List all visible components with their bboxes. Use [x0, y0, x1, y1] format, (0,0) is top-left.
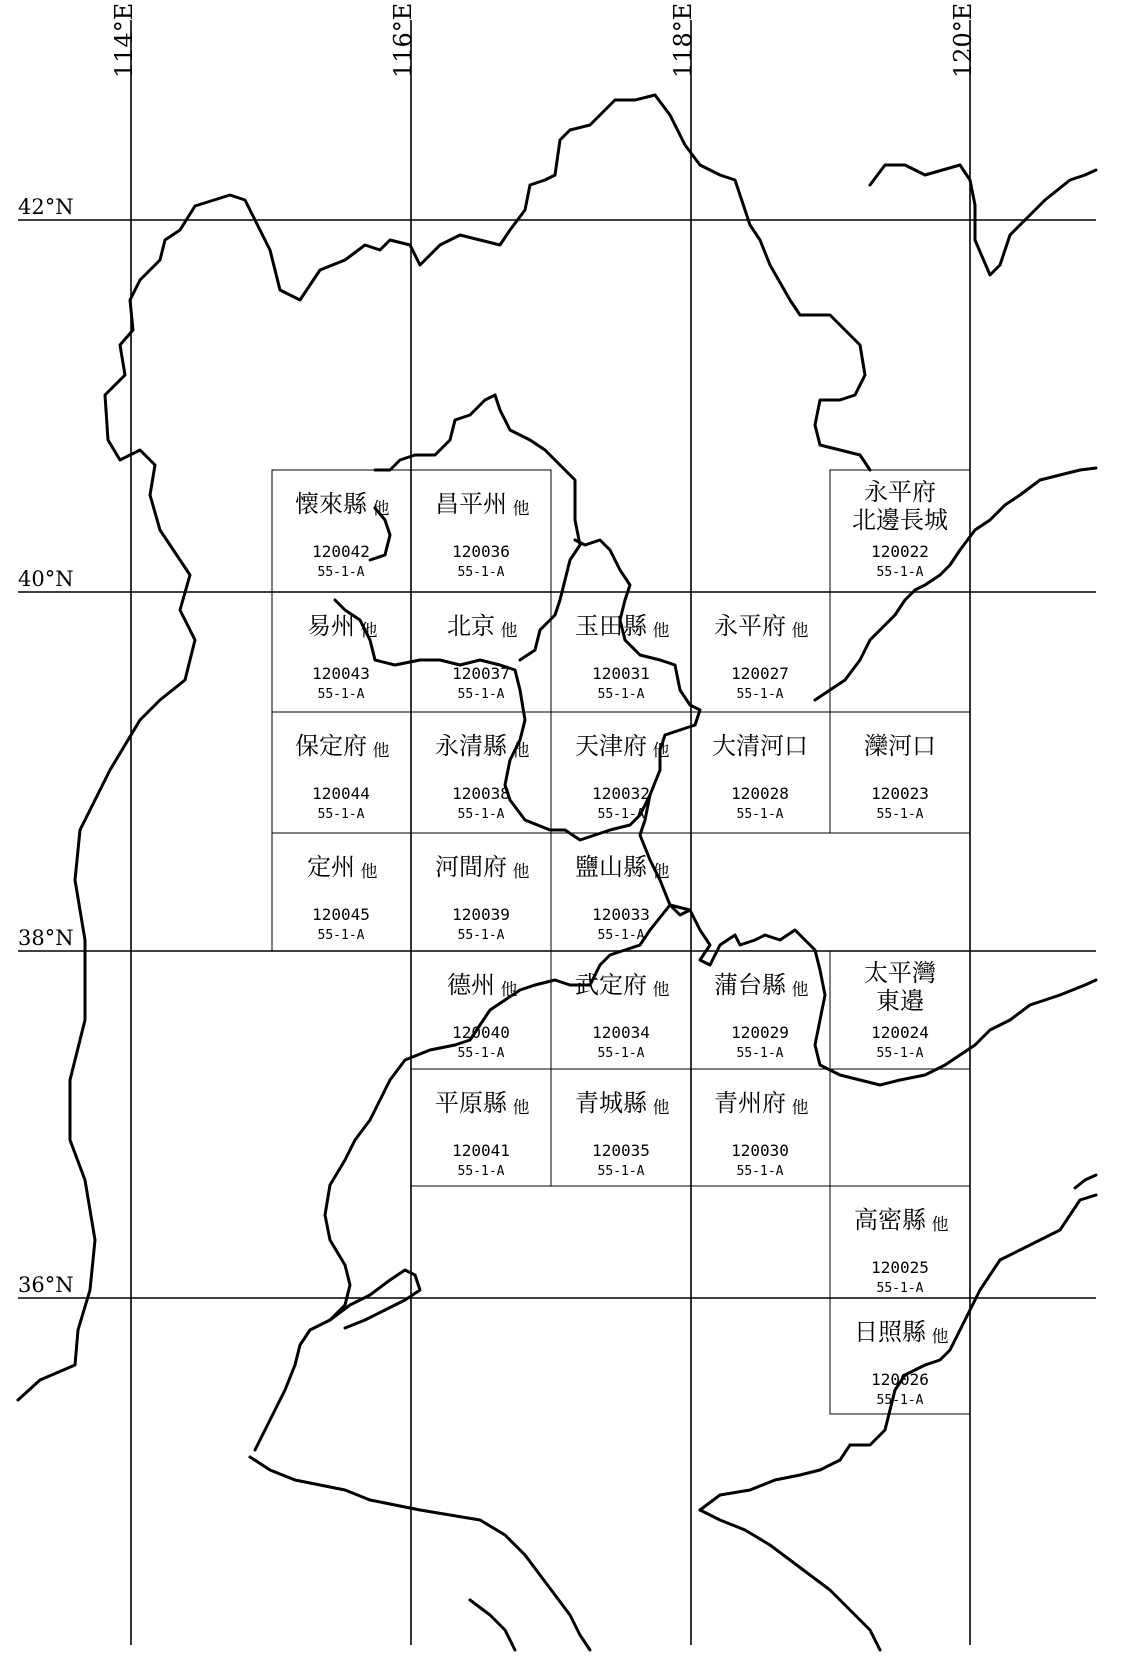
sheet-suffix: 他	[500, 980, 518, 1000]
sheet-name: 武定府	[575, 971, 647, 999]
sheet-suffix: 他	[791, 980, 809, 1000]
sheet-series: 55-1-A	[597, 687, 645, 702]
sheet-series: 55-1-A	[317, 687, 365, 702]
sheet-name: 河間府	[435, 853, 507, 881]
sheet-series: 55-1-A	[736, 807, 784, 822]
county-line-c	[640, 795, 690, 915]
sheet-label-120027	[714, 612, 809, 702]
sheet-suffix: 他	[791, 1098, 809, 1118]
sheet-suffix: 他	[360, 621, 378, 641]
lon-label-120e: 120°E	[949, 2, 977, 78]
sheet-code: 120044	[312, 784, 370, 803]
sheet-code: 120045	[312, 905, 370, 924]
sheet-name: 永平府	[714, 612, 786, 640]
sheet-series: 55-1-A	[457, 807, 505, 822]
sheet-suffix: 他	[652, 980, 670, 1000]
sheet-name: 永清縣	[435, 732, 507, 760]
sheet-series: 55-1-A	[736, 687, 784, 702]
sheet-code: 120038	[452, 784, 510, 803]
latitude-labels	[18, 195, 74, 1297]
sheet-series: 55-1-A	[457, 1164, 505, 1179]
sheet-label-120028	[712, 732, 808, 822]
sheet-code: 120030	[731, 1141, 789, 1160]
sheet-suffix: 他	[360, 862, 378, 882]
county-line-e	[255, 980, 590, 1450]
southern-boundary	[250, 1457, 590, 1650]
lat-label-40n: 40°N	[18, 567, 74, 591]
sheet-label-120044	[295, 732, 390, 822]
sheet-label-120035	[575, 1089, 670, 1179]
sheet-series: 55-1-A	[457, 687, 505, 702]
sheet-suffix: 他	[512, 499, 530, 519]
sheet-name-line2: 東邉	[876, 987, 924, 1015]
sheet-label-120033	[575, 853, 670, 943]
sheet-name: 青州府	[714, 1089, 786, 1117]
sheet-code: 120041	[452, 1141, 510, 1160]
sheet-label-120023	[864, 732, 936, 822]
sheet-labels	[295, 478, 949, 1408]
sheet-series: 55-1-A	[317, 928, 365, 943]
sheet-label-120024	[864, 959, 936, 1061]
sheet-name: 天津府	[575, 732, 647, 760]
sheet-label-120025	[854, 1206, 949, 1296]
sheet-label-120022	[852, 478, 948, 580]
sheet-series: 55-1-A	[317, 565, 365, 580]
sheet-suffix: 他	[791, 621, 809, 641]
river-ribbon	[330, 1270, 420, 1328]
outer-boundary-north-2	[195, 95, 870, 470]
sheet-code: 120028	[731, 784, 789, 803]
sheet-code: 120037	[452, 664, 510, 683]
sheet-series: 55-1-A	[597, 807, 645, 822]
sheet-suffix: 他	[372, 741, 390, 761]
boundary-lines	[18, 95, 1096, 1650]
sheet-name: 大清河口	[712, 732, 808, 760]
sheet-suffix: 他	[931, 1215, 949, 1235]
sheet-series: 55-1-A	[317, 807, 365, 822]
sheet-label-120030	[714, 1089, 809, 1179]
sheet-label-120037	[447, 612, 518, 702]
sheet-label-120041	[435, 1089, 530, 1179]
southern-boundary-2	[470, 1600, 515, 1650]
sheet-series: 55-1-A	[736, 1164, 784, 1179]
sheet-series: 55-1-A	[597, 1046, 645, 1061]
sheet-code: 120040	[452, 1023, 510, 1042]
sheet-code: 120025	[871, 1258, 929, 1277]
sheet-name: 青城縣	[575, 1089, 647, 1117]
liaodong-coast	[815, 468, 1096, 700]
sheet-suffix: 他	[372, 499, 390, 519]
sheet-code: 120027	[731, 664, 789, 683]
sheet-code: 120029	[731, 1023, 789, 1042]
lat-label-36n: 36°N	[18, 1273, 74, 1297]
sheet-name: 德州	[447, 971, 495, 999]
sheet-label-120029	[714, 971, 809, 1061]
sheet-series: 55-1-A	[597, 928, 645, 943]
sheet-suffix: 他	[652, 621, 670, 641]
sheet-suffix: 他	[931, 1327, 949, 1347]
sheet-code: 120032	[592, 784, 650, 803]
sheet-series: 55-1-A	[736, 1046, 784, 1061]
southern-boundary-3	[700, 1510, 880, 1650]
sheet-cell-blank-r6	[830, 1069, 970, 1186]
sheet-series: 55-1-A	[876, 1046, 924, 1061]
sheet-code: 120033	[592, 905, 650, 924]
sheet-code: 120042	[312, 542, 370, 561]
sheet-name: 灤河口	[864, 732, 936, 760]
sheet-series: 55-1-A	[876, 807, 924, 822]
sheet-name: 高密縣	[854, 1206, 926, 1234]
sheet-name: 日照縣	[854, 1318, 926, 1346]
sheet-suffix: 他	[512, 862, 530, 882]
sheet-label-120043	[307, 612, 378, 702]
sheet-series: 55-1-A	[876, 565, 924, 580]
sheet-code: 120023	[871, 784, 929, 803]
sheet-suffix: 他	[512, 741, 530, 761]
southern-boundary-4	[700, 1445, 850, 1510]
sheet-label-120036	[435, 490, 530, 580]
sheet-code: 120035	[592, 1141, 650, 1160]
sheet-label-120031	[575, 612, 670, 702]
sheet-name: 懐來縣	[295, 490, 367, 518]
sheet-series: 55-1-A	[457, 565, 505, 580]
sheet-name: 鹽山縣	[575, 853, 647, 881]
sheet-suffix: 他	[512, 1098, 530, 1118]
sheet-series: 55-1-A	[876, 1393, 924, 1408]
sheet-name: 北京	[447, 612, 495, 640]
sheet-suffix: 他	[652, 1098, 670, 1118]
sheet-cell-blank-r4	[691, 833, 970, 951]
lat-label-42n: 42°N	[18, 195, 74, 219]
sheet-name: 昌平州	[435, 490, 507, 518]
sheet-series: 55-1-A	[876, 1281, 924, 1296]
lon-label-116e: 116°E	[389, 2, 417, 78]
sheet-name: 太平灣	[864, 959, 936, 987]
sheet-label-120045	[307, 853, 378, 943]
sheet-code: 120022	[871, 542, 929, 561]
sheet-code: 120026	[871, 1370, 929, 1389]
sheet-code: 120034	[592, 1023, 650, 1042]
sheet-name: 永平府	[864, 478, 936, 506]
sheet-label-120040	[447, 971, 518, 1061]
sheet-name: 易州	[307, 612, 355, 640]
sheet-code: 120031	[592, 664, 650, 683]
sheet-name: 保定府	[295, 732, 367, 760]
sheet-label-120039	[435, 853, 530, 943]
sheet-name-line2: 北邊長城	[852, 506, 948, 534]
sheet-code: 120043	[312, 664, 370, 683]
lon-label-114e: 114°E	[110, 2, 138, 78]
sheet-label-120032	[575, 732, 670, 822]
sheet-series: 55-1-A	[597, 1164, 645, 1179]
outer-boundary-north	[18, 206, 195, 1400]
lat-label-38n: 38°N	[18, 926, 74, 950]
sheet-code: 120036	[452, 542, 510, 561]
sheet-name: 蒲台縣	[714, 971, 786, 999]
shandong-islet	[1075, 1175, 1096, 1188]
sheet-name: 平原縣	[435, 1089, 507, 1117]
sheet-series: 55-1-A	[457, 1046, 505, 1061]
longitude-labels	[110, 3, 977, 78]
sheet-name: 玉田縣	[575, 612, 647, 640]
sheet-suffix: 他	[500, 621, 518, 641]
sheet-series: 55-1-A	[457, 928, 505, 943]
sheet-label-120034	[575, 971, 670, 1061]
sheet-code: 120024	[871, 1023, 929, 1042]
lon-label-118e: 118°E	[669, 2, 697, 78]
sheet-suffix: 他	[652, 862, 670, 882]
sheet-name: 定州	[307, 853, 355, 881]
sheet-suffix: 他	[652, 741, 670, 761]
sheet-code: 120039	[452, 905, 510, 924]
sheet-label-120042	[295, 490, 390, 580]
